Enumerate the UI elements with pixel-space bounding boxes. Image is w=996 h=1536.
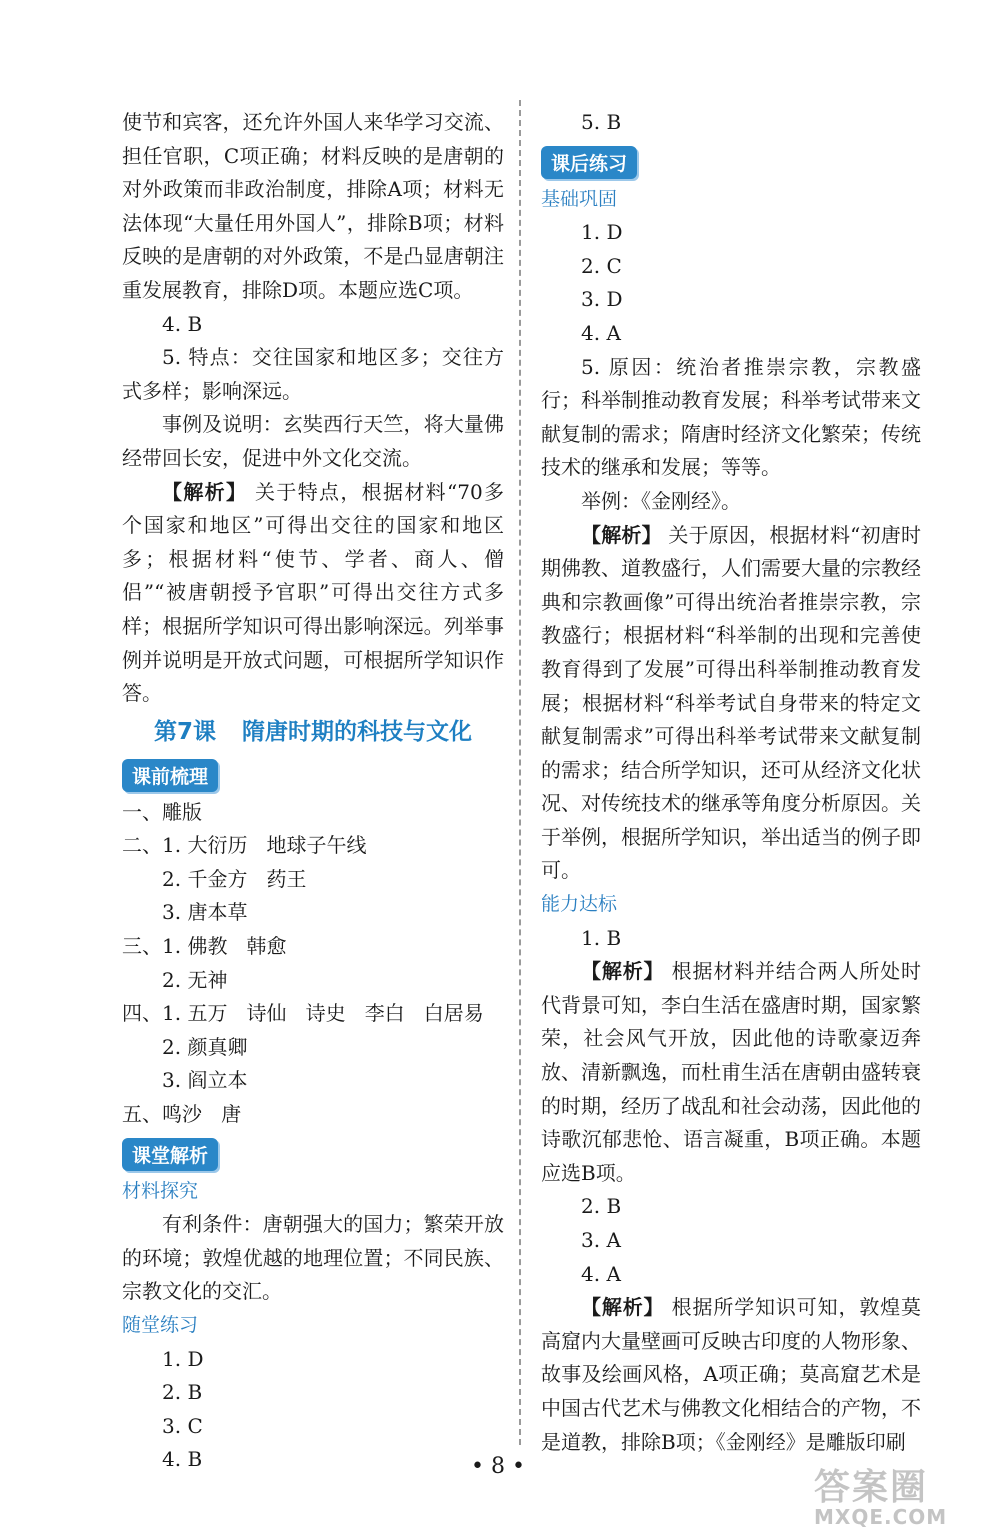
basic-answer: 1. D (581, 220, 623, 245)
analysis-label: 【解析】 (581, 522, 662, 547)
answer-5: 5. B (581, 110, 622, 134)
watermark-url: MXQE.COM (814, 1505, 948, 1529)
list-item: 三、1. 佛教 韩愈 (122, 934, 287, 959)
list-item: 2. 无神 (162, 967, 228, 992)
right-column (541, 106, 921, 1459)
page-number: • 8 • (471, 1454, 525, 1479)
lesson-name: 隋唐时期的科技与文化 (242, 718, 472, 745)
section-banner-after: 课后练习 (541, 146, 637, 179)
basic-answer: 3. D (581, 287, 623, 312)
analysis-text: 关于特点，根据材料“70多个国家和地区”可得出交往的国家和地区多；根据材料“使节、学者、商人、僧侣”“被唐朝授予官职”可得出交往方式多样；根据所学知识可得出影响深远。列举事例并说明是开放式问题，可根据所学知识作答。 (122, 479, 505, 706)
subheading-practice: 随堂练习 (122, 1314, 199, 1336)
analysis-text: 根据所学知识可知，敦煌莫高窟内大量壁画可反映古印度的人物形象、故事及绘画风格，A项正确；莫高窟艺术是中国古代艺术与佛教文化相结合的产物，不是道教，排除B项；《金刚经》是雕版印刷 (541, 1295, 922, 1454)
answer-4: 4. B (162, 311, 203, 336)
list-item: 3. 阎立本 (162, 1068, 248, 1093)
ability-answer: 2. B (581, 1194, 622, 1219)
paragraph: 使节和宾客，还允许外国人来华学习交流、担任官职，C项正确；材料反映的是唐朝的对外政策而非政治制度，排除A项；材料无法体现“大量任用外国人”，排除B项；材料反映的是唐朝的对外政策，不是凸显唐朝注重发展教育，排除D项。本题应选C项。 (122, 110, 504, 302)
material-paragraph: 有利条件：唐朝强大的国力；繁荣开放的环境；敦煌优越的地理位置；不同民族、宗教文化的交汇。 (122, 1212, 504, 1304)
list-item: 3. 唐本草 (162, 900, 248, 925)
analysis-paragraph (541, 1291, 921, 1459)
subheading-material: 材料探究 (122, 1179, 199, 1202)
column-divider (519, 100, 521, 1445)
basic-answer: 4. A (581, 320, 621, 345)
subheading-basic: 基础巩固 (541, 187, 618, 210)
lesson-title (122, 711, 504, 753)
practice-answer: 1. D (162, 1346, 204, 1371)
watermark-logo-text: 答案圈 (814, 1467, 929, 1508)
list-item: 五、鸣沙 唐 (122, 1102, 242, 1127)
analysis-paragraph (541, 519, 921, 889)
analysis-label: 【解析】 (581, 1295, 665, 1320)
practice-answer: 4. B (162, 1447, 203, 1472)
practice-answer: 3. C (162, 1413, 203, 1438)
analysis-paragraph (122, 476, 504, 711)
reason-paragraph: 5. 原因：统治者推崇宗教，宗教盛行；科举制推动教育发展；科举考试带来文献复制的需求；隋唐时经济文化繁荣；传统技术的继承和发展；等等。 (541, 354, 921, 480)
basic-answer: 2. C (581, 253, 622, 278)
analysis-paragraph (541, 955, 921, 1190)
list-item: 2. 颜真卿 (162, 1034, 248, 1059)
analysis-label: 【解析】 (581, 959, 665, 984)
list-item: 二、1. 大衍历 地球子午线 (122, 833, 367, 858)
left-column (122, 106, 504, 1477)
example-paragraph: 举例：《金刚经》。 (581, 488, 741, 513)
analysis-text: 根据材料并结合两人所处时代背景可知，李白生活在盛唐时期，国家繁荣，社会风气开放，因此他的诗歌豪迈奔放、清新飘逸，而杜甫生活在唐朝由盛转衰的时期，经历了战乱和社会动荡，因此他的诗歌沉郁悲怆、语言凝重，B项正确。本题应选B项。 (541, 959, 922, 1185)
analysis-text: 关于原因，根据材料“初唐时期佛教、道教盛行，人们需要大量的宗教经典和宗教画像”可得出统治者推崇宗教，宗教盛行；根据材料“科举制的出现和完善使教育得到了发展”可得出科举制推动教育发展；根据材料“科举考试自身带来的特定文献复制需求”可得出科举考试带来文献复制的需求；结合所学知识，还可从经济文化状况、对传统技术的继承等角度分析原因。关于举例，根据所学知识，举出适当的例子即可。 (541, 522, 922, 883)
watermark (814, 1467, 984, 1530)
analysis-label: 【解析】 (162, 479, 248, 504)
ability-answer: 1. B (581, 925, 622, 950)
answer-5: 5. 特点：交往国家和地区多；交往方式多样；影响深远。 (122, 345, 504, 403)
ability-answer: 3. A (581, 1228, 621, 1252)
section-banner-preview: 课前梳理 (122, 759, 218, 792)
practice-answer: 2. B (162, 1380, 203, 1405)
example-paragraph: 事例及说明：玄奘西行天竺，将大量佛经带回长安，促进中外文化交流。 (122, 412, 504, 470)
list-item: 四、1. 五万 诗仙 诗史 李白 白居易 (122, 1001, 484, 1026)
section-banner-class: 课堂解析 (122, 1138, 218, 1171)
subheading-ability: 能力达标 (541, 893, 618, 916)
ability-answer: 4. A (581, 1261, 621, 1286)
list-item: 一、雕版 (122, 799, 202, 824)
list-item: 2. 千金方 药王 (162, 866, 307, 891)
lesson-number: 第7课 (153, 718, 216, 745)
